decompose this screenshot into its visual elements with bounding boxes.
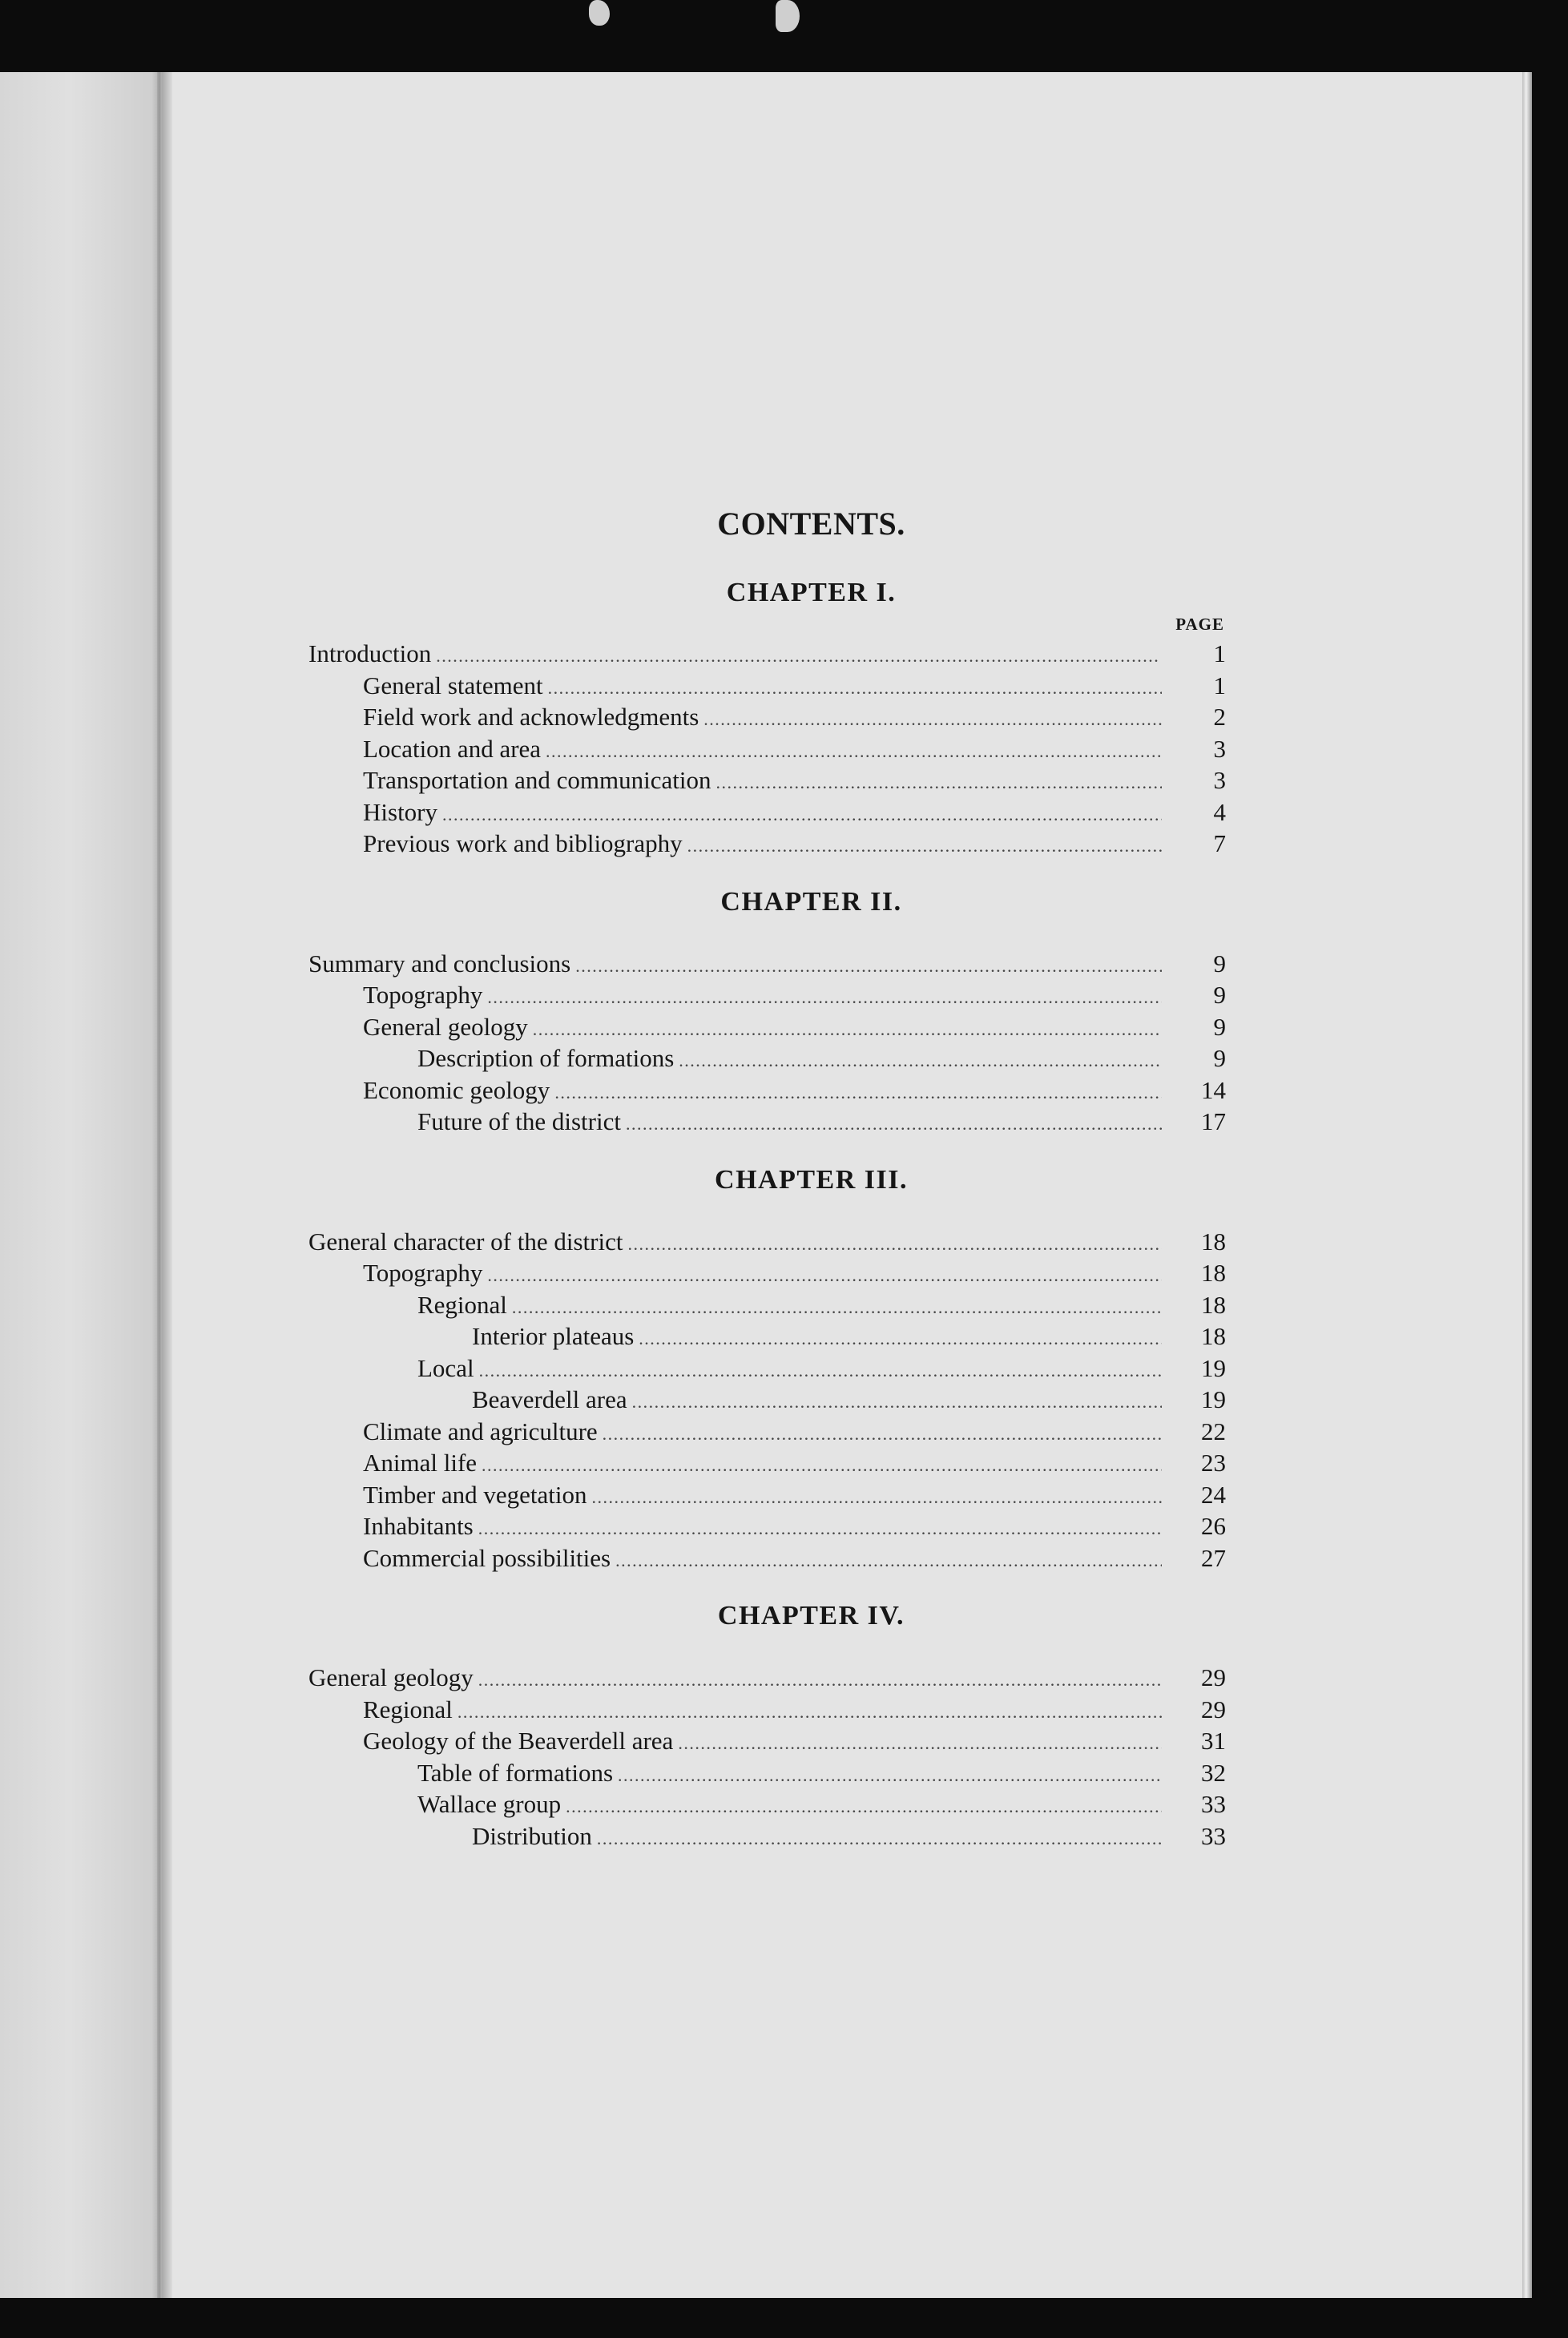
page-column-label: PAGE [1175, 615, 1224, 634]
dot-leader [603, 1416, 1162, 1450]
toc-entry [308, 1479, 1226, 1511]
dot-leader [639, 1320, 1162, 1355]
chapter-section [308, 578, 1226, 860]
page-number: 27 [1201, 1543, 1226, 1572]
entry-title: Timber and vegetation [363, 1480, 587, 1509]
page-number: 33 [1201, 1821, 1226, 1850]
page-number: 26 [1201, 1512, 1226, 1540]
dot-leader [679, 1042, 1162, 1077]
toc-entry [308, 1257, 1226, 1289]
scan-artifact-left [589, 0, 610, 26]
toc-entry [308, 1757, 1226, 1789]
toc-entry [308, 1725, 1226, 1757]
toc-entry [308, 1042, 1226, 1074]
page-number: 32 [1201, 1758, 1226, 1787]
page-number: 9 [1213, 1012, 1226, 1041]
dot-leader [479, 1352, 1162, 1387]
page-number: 19 [1201, 1385, 1226, 1413]
entry-title: Geology of the Beaverdell area [363, 1727, 674, 1755]
page-number: 18 [1201, 1227, 1226, 1256]
entry-title: Topography [363, 981, 483, 1009]
page-number: 3 [1213, 766, 1226, 794]
chapter-heading: CHAPTER IV. [717, 1601, 905, 1631]
dot-leader [592, 1479, 1162, 1514]
dot-leader [554, 1074, 1162, 1109]
entry-title: Previous work and bibliography [363, 829, 683, 857]
toc-entry [308, 1320, 1226, 1352]
page-number: 24 [1201, 1480, 1226, 1509]
dot-leader [478, 1662, 1162, 1696]
page-number: 22 [1201, 1417, 1226, 1445]
page-fold-shadow [0, 72, 172, 2298]
chapter-section [308, 1601, 1226, 1852]
page-number: 29 [1201, 1695, 1226, 1723]
toc-entry [308, 764, 1226, 796]
entry-title: Beaverdell area [472, 1385, 627, 1413]
toc-entry [308, 1011, 1226, 1043]
toc-entry [308, 733, 1226, 765]
dot-leader [687, 828, 1162, 862]
entry-title: Summary and conclusions [308, 949, 571, 978]
chapter-heading: CHAPTER III. [715, 1164, 908, 1195]
toc-entry [308, 1074, 1226, 1107]
dot-leader [458, 1694, 1162, 1728]
page-number: 29 [1201, 1663, 1226, 1691]
page-number: 23 [1201, 1449, 1226, 1477]
entry-title: Topography [363, 1259, 483, 1287]
toc-entry [308, 638, 1226, 670]
contents-title: CONTENTS. [717, 506, 905, 542]
dot-leader [615, 1542, 1162, 1577]
dot-leader [627, 1226, 1162, 1260]
entry-title: Description of formations [417, 1044, 675, 1072]
dot-leader [512, 1289, 1162, 1324]
toc-entry [308, 979, 1226, 1011]
page-number: 9 [1213, 981, 1226, 1009]
dot-leader [703, 701, 1162, 736]
page-number: 18 [1201, 1322, 1226, 1350]
dot-leader [626, 1106, 1162, 1140]
dot-leader [566, 1788, 1162, 1823]
entry-title: Wallace group [417, 1790, 562, 1818]
toc-entry [308, 828, 1226, 860]
dot-leader [716, 764, 1162, 799]
toc-entry [308, 1542, 1226, 1574]
entry-title: Transportation and communication [363, 766, 711, 794]
scan-artifact-right [776, 0, 800, 32]
entry-title: Location and area [363, 734, 542, 763]
dot-leader [618, 1757, 1162, 1792]
page-number: 9 [1213, 1044, 1226, 1072]
dot-leader [487, 979, 1162, 1014]
entry-title: Introduction [308, 639, 432, 667]
page-number: 7 [1213, 829, 1226, 857]
entry-title: Interior plateaus [472, 1322, 635, 1350]
entry-title: Table of formations [417, 1758, 614, 1787]
page-number: 14 [1201, 1075, 1226, 1104]
page-number: 1 [1213, 639, 1226, 667]
dot-leader [575, 948, 1162, 982]
dot-leader [478, 1510, 1162, 1545]
entry-title: History [363, 797, 437, 826]
entry-title: General geology [308, 1663, 474, 1691]
page-number: 31 [1201, 1727, 1226, 1755]
page-number: 1 [1213, 671, 1226, 699]
page-number: 33 [1201, 1790, 1226, 1818]
page-number: 18 [1201, 1290, 1226, 1319]
toc-entry [308, 1384, 1226, 1416]
toc-entry [308, 1416, 1226, 1448]
page-number: 9 [1213, 949, 1226, 978]
dot-leader [548, 670, 1162, 704]
page-number: 3 [1213, 734, 1226, 763]
toc-entry [308, 670, 1226, 702]
page-edge [1522, 72, 1532, 2298]
toc-entry [308, 701, 1226, 733]
page-fold-line [157, 72, 162, 2298]
toc-entry [308, 1106, 1226, 1138]
dot-leader [436, 638, 1162, 672]
page-number: 19 [1201, 1353, 1226, 1382]
toc-entry [308, 1352, 1226, 1385]
entry-title: Regional [417, 1290, 507, 1319]
page-number: 18 [1201, 1259, 1226, 1287]
page-number: 4 [1213, 797, 1226, 826]
chapter-heading: CHAPTER II. [720, 886, 902, 917]
chapter-section [308, 887, 1226, 1138]
toc-entry [308, 1662, 1226, 1694]
dot-leader [487, 1257, 1162, 1292]
dot-leader [482, 1447, 1162, 1481]
dot-leader [442, 796, 1162, 831]
toc-entry [308, 796, 1226, 828]
entry-title: General geology [363, 1012, 528, 1041]
page-number: 2 [1213, 703, 1226, 731]
dot-leader [678, 1725, 1162, 1760]
table-of-contents [308, 505, 1226, 1852]
dot-leader [533, 1011, 1162, 1046]
entry-title: Local [417, 1353, 474, 1382]
entry-title: Future of the district [417, 1107, 621, 1135]
chapter-list [308, 578, 1226, 1852]
entry-title: Field work and acknowledgments [363, 703, 699, 731]
dot-leader [597, 1820, 1162, 1855]
document-page [0, 72, 1522, 2298]
entry-title: Distribution [472, 1821, 592, 1850]
entry-title: Climate and agriculture [363, 1417, 598, 1445]
toc-entry [308, 1820, 1226, 1852]
toc-entry [308, 1289, 1226, 1321]
toc-entry [308, 1510, 1226, 1542]
page-number: 17 [1201, 1107, 1226, 1135]
chapter-heading: CHAPTER I. [726, 578, 897, 607]
entry-title: General statement [363, 671, 543, 699]
entry-title: Commercial possibilities [363, 1543, 611, 1572]
dot-leader [632, 1384, 1162, 1418]
entry-title: Inhabitants [363, 1512, 474, 1540]
toc-entry [308, 1694, 1226, 1726]
toc-entry [308, 1226, 1226, 1258]
toc-entry [308, 1788, 1226, 1820]
entry-title: General character of the district [308, 1227, 623, 1256]
entry-title: Animal life [363, 1449, 478, 1477]
dot-leader [546, 733, 1162, 768]
entry-title: Economic geology [363, 1075, 550, 1104]
entry-title: Regional [363, 1695, 453, 1723]
toc-entry [308, 1447, 1226, 1479]
toc-entry [308, 948, 1226, 980]
chapter-section [308, 1165, 1226, 1574]
